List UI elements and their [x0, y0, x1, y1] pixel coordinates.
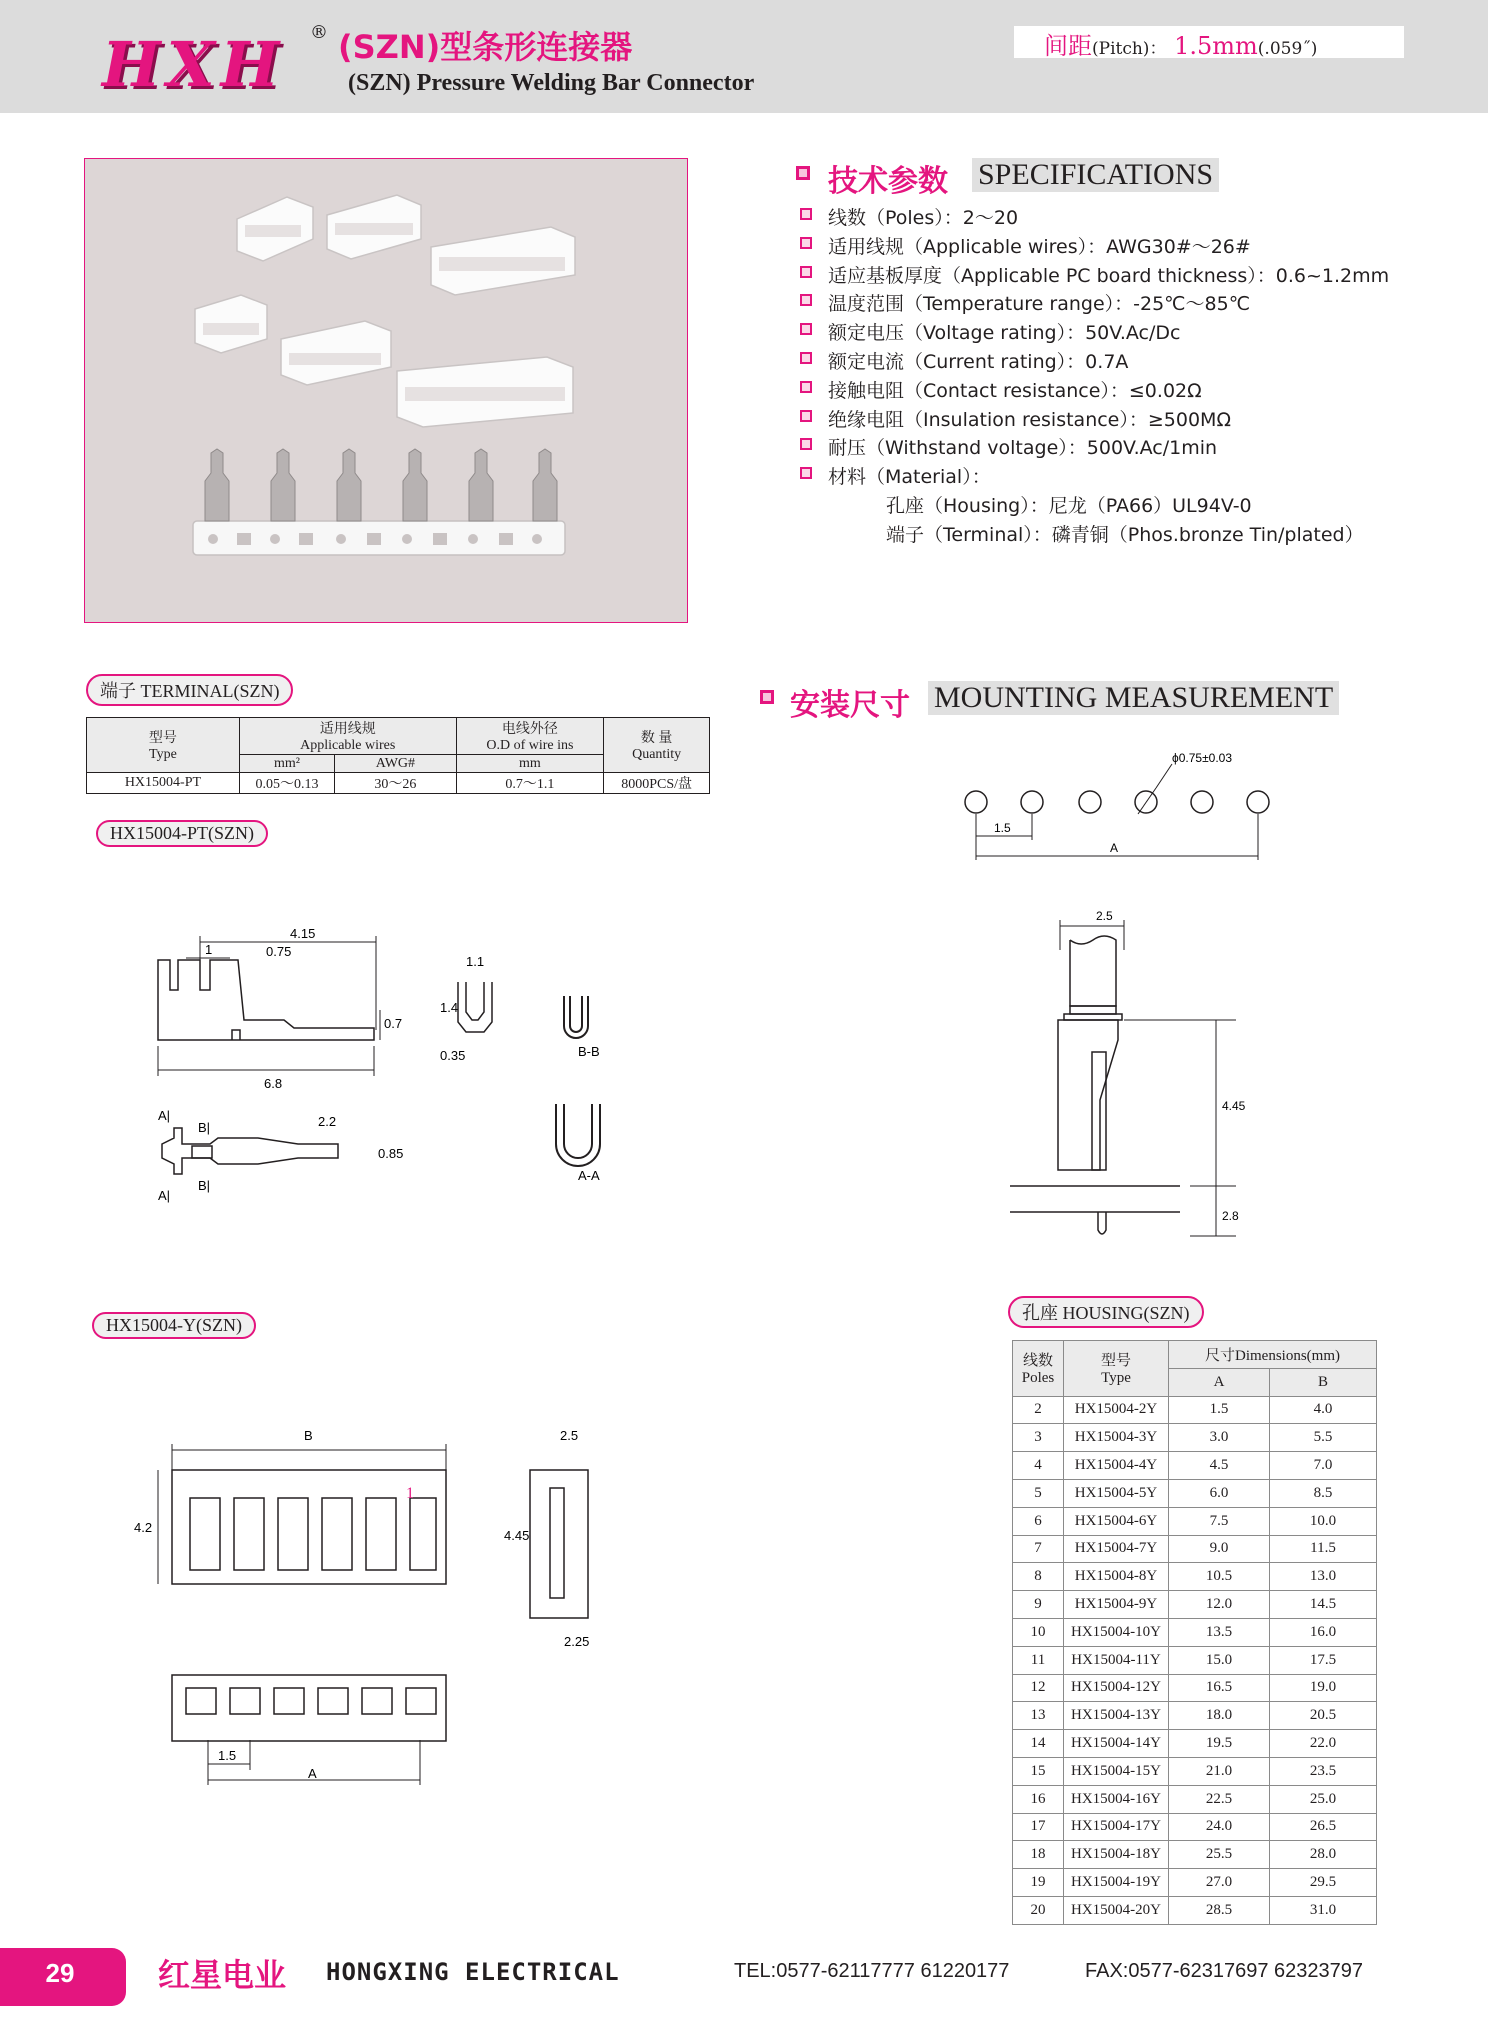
- cell-poles: 20: [1013, 1896, 1064, 1924]
- dim-0-35: 0.35: [440, 1048, 466, 1063]
- dim-1-5: 1.5: [218, 1748, 237, 1763]
- spec-bullet: [800, 381, 812, 393]
- terminal-table: [86, 717, 710, 794]
- cell-poles: 12: [1013, 1674, 1064, 1702]
- spec-bullet: [800, 266, 812, 278]
- dim-1: 1: [205, 942, 213, 957]
- cell-type: HX15004-19Y: [1064, 1869, 1169, 1897]
- table-row: [1013, 1396, 1377, 1424]
- cell-mm2: 0.05～0.13: [239, 773, 334, 794]
- cell-poles: 15: [1013, 1757, 1064, 1785]
- cell-poles: 18: [1013, 1841, 1064, 1869]
- cell-poles: 9: [1013, 1591, 1064, 1619]
- cell-poles: 10: [1013, 1618, 1064, 1646]
- table-row: [1013, 1757, 1377, 1785]
- cell-b: 7.0: [1270, 1452, 1377, 1480]
- spec-withstand-voltage: 耐压（Withstand voltage）：500V.Ac/1min: [828, 437, 1218, 459]
- dim-0-75: 0.75: [266, 944, 292, 959]
- page-title-zh: (SZN)型条形连接器: [338, 28, 633, 66]
- cell-type: HX15004-6Y: [1064, 1507, 1169, 1535]
- cell-a: 6.0: [1169, 1479, 1270, 1507]
- table-row: [1013, 1702, 1377, 1730]
- cell-type: HX15004-PT: [87, 773, 240, 794]
- cell-a: 15.0: [1169, 1646, 1270, 1674]
- table-row: [1013, 1674, 1377, 1702]
- cell-type: HX15004-5Y: [1064, 1479, 1169, 1507]
- spec-bullet: [800, 294, 812, 306]
- cell-type: HX15004-14Y: [1064, 1730, 1169, 1758]
- cell-type: HX15004-2Y: [1064, 1396, 1169, 1424]
- th-wires: 适用线规 Applicable wires: [239, 718, 456, 755]
- mounting-drawing: [950, 740, 1290, 1260]
- cell-b: 31.0: [1270, 1896, 1377, 1924]
- th-od: 电线外径 O.D of wire ins: [456, 718, 604, 755]
- cell-a: 28.5: [1169, 1896, 1270, 1924]
- cell-type: HX15004-20Y: [1064, 1896, 1169, 1924]
- housing-drawing-label: HX15004-Y(SZN): [92, 1312, 256, 1339]
- cell-b: 16.0: [1270, 1618, 1377, 1646]
- spec-material: 材料（Material）：: [828, 466, 991, 488]
- th-poles: 线数 Poles: [1013, 1341, 1064, 1397]
- dim-2-25: 2.25: [564, 1634, 590, 1649]
- spec-voltage: 额定电压（Voltage rating）：50V.Ac/Dc: [828, 322, 1181, 344]
- product-photo-illustration: [85, 159, 687, 622]
- dim-mount-1-5: 1.5: [994, 821, 1011, 835]
- dim-4-2: 4.2: [134, 1520, 153, 1535]
- cell-type: HX15004-9Y: [1064, 1591, 1169, 1619]
- housing-table: [1012, 1340, 1377, 1925]
- mount-heading-zh: 安装尺寸: [790, 688, 910, 723]
- marker-a-top: A|: [158, 1108, 171, 1123]
- cell-poles: 16: [1013, 1785, 1064, 1813]
- cell-b: 20.5: [1270, 1702, 1377, 1730]
- pitch-inch: (.059˝): [1257, 39, 1318, 59]
- page-number: 29: [45, 1958, 75, 1988]
- table-row: [1013, 1479, 1377, 1507]
- cell-type: HX15004-16Y: [1064, 1785, 1169, 1813]
- cell-poles: 13: [1013, 1702, 1064, 1730]
- cell-b: 26.5: [1270, 1813, 1377, 1841]
- dim-1-4: 1.4: [440, 1000, 459, 1015]
- dim-1-1: 1.1: [466, 954, 485, 969]
- marker-b-bottom: B|: [198, 1178, 211, 1193]
- cell-type: HX15004-18Y: [1064, 1841, 1169, 1869]
- cell-type: HX15004-11Y: [1064, 1646, 1169, 1674]
- table-row: [1013, 1730, 1377, 1758]
- table-row: [1013, 1591, 1377, 1619]
- cell-type: HX15004-15Y: [1064, 1757, 1169, 1785]
- table-row: [1013, 1896, 1377, 1924]
- cell-a: 7.5: [1169, 1507, 1270, 1535]
- spec-bullet: [800, 323, 812, 335]
- cell-b: 10.0: [1270, 1507, 1377, 1535]
- dim-0-85: 0.85: [378, 1146, 404, 1161]
- pitch-value: 1.5mm: [1174, 32, 1258, 60]
- th-house-type: 型号 Type: [1064, 1341, 1169, 1397]
- marker-a-bottom: A|: [158, 1188, 171, 1203]
- page-title-en: (SZN) Pressure Welding Bar Connector: [348, 70, 755, 96]
- cell-a: 4.5: [1169, 1452, 1270, 1480]
- spec-board-thickness: 适应基板厚度（Applicable PC board thickness）：0.6~1.2mm: [828, 265, 1390, 287]
- cell-poles: 3: [1013, 1424, 1064, 1452]
- th-mm: mm: [456, 755, 604, 773]
- cell-poles: 14: [1013, 1730, 1064, 1758]
- th-a: A: [1169, 1368, 1270, 1396]
- dim-2-5: 2.5: [560, 1428, 579, 1443]
- cell-poles: 2: [1013, 1396, 1064, 1424]
- company-name-en: HONGXING ELECTRICAL: [326, 1958, 620, 1986]
- spec-current: 额定电流（Current rating）：0.7A: [828, 351, 1129, 373]
- spec-contact-resistance: 接触电阻（Contact resistance）：≤0.02Ω: [828, 380, 1202, 402]
- cell-od: 0.7～1.1: [456, 773, 604, 794]
- cell-type: HX15004-13Y: [1064, 1702, 1169, 1730]
- cell-b: 17.5: [1270, 1646, 1377, 1674]
- cell-type: HX15004-8Y: [1064, 1563, 1169, 1591]
- cell-b: 8.5: [1270, 1479, 1377, 1507]
- table-row: [1013, 1785, 1377, 1813]
- cell-poles: 7: [1013, 1535, 1064, 1563]
- spec-temperature: 温度范围（Temperature range）：-25℃～85℃: [828, 293, 1251, 315]
- spec-material-terminal: 端子（Terminal）：磷青铜（Phos.bronze Tin/plated）: [886, 524, 1364, 546]
- cell-b: 13.0: [1270, 1563, 1377, 1591]
- company-name-zh: 红星电业: [158, 1956, 287, 1994]
- cell-a: 16.5: [1169, 1674, 1270, 1702]
- terminal-drawing-label: HX15004-PT(SZN): [96, 820, 268, 847]
- cell-a: 3.0: [1169, 1424, 1270, 1452]
- spec-wires: 适用线规（Applicable wires）：AWG30#～26#: [828, 236, 1251, 258]
- dim-0-7: 0.7: [384, 1016, 403, 1031]
- cell-b: 22.0: [1270, 1730, 1377, 1758]
- pitch-label: [1044, 26, 1317, 61]
- pitch-zh: 间距: [1044, 32, 1092, 60]
- cell-type: HX15004-17Y: [1064, 1813, 1169, 1841]
- th-b: B: [1270, 1368, 1377, 1396]
- dim-mount-a: A: [1110, 841, 1119, 855]
- fax: FAX:0577-62317697 62323797: [1085, 1960, 1364, 1982]
- hxh-logo: HXH: [102, 28, 286, 101]
- section-a-a: A-A: [578, 1168, 600, 1183]
- cell-a: 1.5: [1169, 1396, 1270, 1424]
- registered-mark: ®: [310, 22, 328, 43]
- pin-one-marker: 1: [406, 1485, 414, 1502]
- th-mm2: mm²: [239, 755, 334, 773]
- table-row: [1013, 1646, 1377, 1674]
- mount-heading-en: MOUNTING MEASUREMENT: [928, 681, 1339, 715]
- spec-bullet: [800, 438, 812, 450]
- table-row: [1013, 1507, 1377, 1535]
- spec-heading-en: SPECIFICATIONS: [972, 158, 1219, 192]
- spec-heading-bullet: [796, 166, 810, 180]
- cell-poles: 19: [1013, 1869, 1064, 1897]
- th-qty: 数 量 Quantity: [604, 718, 710, 773]
- th-dimensions: 尺寸Dimensions(mm): [1169, 1341, 1377, 1369]
- table-row: [1013, 1841, 1377, 1869]
- pitch-en: (Pitch)：: [1092, 39, 1167, 59]
- spec-bullet: [800, 208, 812, 220]
- marker-b-top: B|: [198, 1120, 211, 1135]
- spec-material-housing: 孔座（Housing）：尼龙（PA66）UL94V-0: [886, 495, 1252, 517]
- spec-bullet: [800, 237, 812, 249]
- table-row: [1013, 1535, 1377, 1563]
- spec-bullet: [800, 467, 812, 479]
- cell-a: 9.0: [1169, 1535, 1270, 1563]
- cell-a: 25.5: [1169, 1841, 1270, 1869]
- cell-b: 28.0: [1270, 1841, 1377, 1869]
- cell-b: 5.5: [1270, 1424, 1377, 1452]
- table-row: [1013, 1452, 1377, 1480]
- spec-bullet: [800, 410, 812, 422]
- cell-awg: 30～26: [335, 773, 456, 794]
- cell-type: HX15004-12Y: [1064, 1674, 1169, 1702]
- cell-poles: 4: [1013, 1452, 1064, 1480]
- cell-a: 13.5: [1169, 1618, 1270, 1646]
- telephone: TEL:0577-62117777 61220177: [734, 1960, 1010, 1982]
- spec-insulation-resistance: 绝缘电阻（Insulation resistance）：≥500MΩ: [828, 409, 1231, 431]
- housing-table-body: [1013, 1396, 1377, 1924]
- dim-2-2: 2.2: [318, 1114, 337, 1129]
- cell-b: 11.5: [1270, 1535, 1377, 1563]
- spec-poles: 线数（Poles）：2～20: [828, 207, 1019, 229]
- housing-label: 孔座 HOUSING(SZN): [1008, 1296, 1204, 1328]
- dim-b: B: [304, 1428, 313, 1443]
- table-row: [1013, 1424, 1377, 1452]
- cell-a: 21.0: [1169, 1757, 1270, 1785]
- cell-type: HX15004-7Y: [1064, 1535, 1169, 1563]
- cell-a: 10.5: [1169, 1563, 1270, 1591]
- cell-type: HX15004-4Y: [1064, 1452, 1169, 1480]
- spec-heading-zh: 技术参数: [828, 164, 948, 199]
- cell-b: 25.0: [1270, 1785, 1377, 1813]
- terminal-drawing: [140, 920, 660, 1220]
- mount-heading-bullet: [760, 690, 774, 704]
- dim-a: A: [308, 1766, 317, 1781]
- cell-poles: 5: [1013, 1479, 1064, 1507]
- cell-a: 24.0: [1169, 1813, 1270, 1841]
- section-b-b: B-B: [578, 1044, 600, 1059]
- cell-a: 27.0: [1169, 1869, 1270, 1897]
- cell-b: 29.5: [1270, 1869, 1377, 1897]
- cell-b: 19.0: [1270, 1674, 1377, 1702]
- table-row: [1013, 1563, 1377, 1591]
- cell-b: 23.5: [1270, 1757, 1377, 1785]
- dim-4-45: 4.45: [504, 1528, 530, 1543]
- table-row: [87, 773, 710, 794]
- housing-drawing: [120, 1420, 640, 1800]
- dim-6-8: 6.8: [264, 1076, 283, 1091]
- cell-a: 19.5: [1169, 1730, 1270, 1758]
- table-row: [1013, 1618, 1377, 1646]
- terminal-label: 端子 TERMINAL(SZN): [86, 674, 293, 706]
- dim-mount-4-45: 4.45: [1222, 1099, 1246, 1113]
- cell-poles: 8: [1013, 1563, 1064, 1591]
- cell-b: 4.0: [1270, 1396, 1377, 1424]
- cell-type: HX15004-10Y: [1064, 1618, 1169, 1646]
- cell-a: 22.5: [1169, 1785, 1270, 1813]
- dim-mount-2-8: 2.8: [1222, 1209, 1239, 1223]
- spec-bullet: [800, 352, 812, 364]
- cell-qty: 8000PCS/盘: [604, 773, 710, 794]
- cell-type: HX15004-3Y: [1064, 1424, 1169, 1452]
- table-row: [1013, 1869, 1377, 1897]
- cell-poles: 6: [1013, 1507, 1064, 1535]
- th-type: 型号 Type: [87, 718, 240, 773]
- cell-poles: 11: [1013, 1646, 1064, 1674]
- dim-4-15: 4.15: [290, 926, 316, 941]
- cell-b: 14.5: [1270, 1591, 1377, 1619]
- dim-hole-diameter: ϕ0.75±0.03: [1172, 751, 1233, 765]
- dim-mount-2-5: 2.5: [1096, 909, 1113, 923]
- cell-a: 12.0: [1169, 1591, 1270, 1619]
- cell-poles: 17: [1013, 1813, 1064, 1841]
- table-row: [1013, 1813, 1377, 1841]
- product-photo: [84, 158, 688, 623]
- cell-a: 18.0: [1169, 1702, 1270, 1730]
- th-awg: AWG#: [335, 755, 456, 773]
